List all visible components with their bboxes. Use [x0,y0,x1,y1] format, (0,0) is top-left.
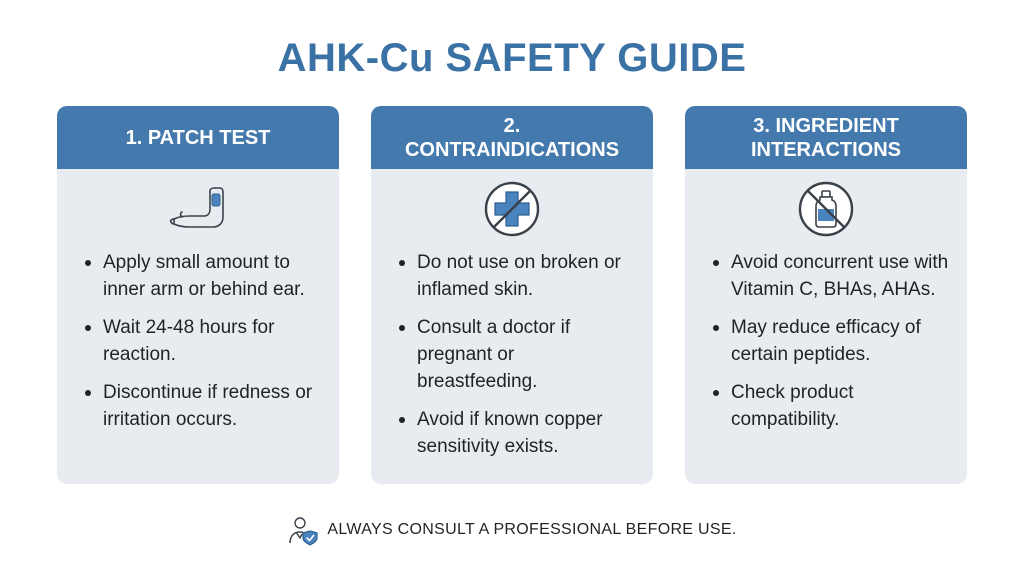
list-item: Consult a doctor if pregnant or breastfeeding. [399,314,639,395]
card-ingredient-interactions [685,106,967,484]
no-bottle-icon [797,180,855,238]
doctor-shield-icon [287,514,319,546]
list-item: Do not use on broken or inflamed skin. [399,249,639,303]
list-item: Wait 24-48 hours for reaction. [85,314,325,368]
card-contraindications [371,106,653,484]
list-item: Discontinue if redness or irritation occurs. [85,379,325,433]
list-item: Avoid concurrent use with Vitamin C, BHAs, AHAs. [713,249,953,303]
card-header: 2. CONTRAINDICATIONS [371,106,653,169]
footer [0,514,1024,546]
card-header: 1. PATCH TEST [57,106,339,169]
card-patch-test [57,106,339,484]
arm-patch-icon [168,187,228,231]
card-header: 3. INGREDIENT INTERACTIONS [685,106,967,169]
no-medical-cross-icon [483,180,541,238]
list-item: Apply small amount to inner arm or behind ear. [85,249,325,303]
list-item: Avoid if known copper sensitivity exists. [399,406,639,460]
list-item: Check product compatibility. [713,379,953,433]
page-title: AHK-Cu SAFETY GUIDE [277,36,747,80]
list-item: May reduce efficacy of certain peptides. [713,314,953,368]
footer-text: ALWAYS CONSULT A PROFESSIONAL BEFORE USE. [327,521,737,538]
